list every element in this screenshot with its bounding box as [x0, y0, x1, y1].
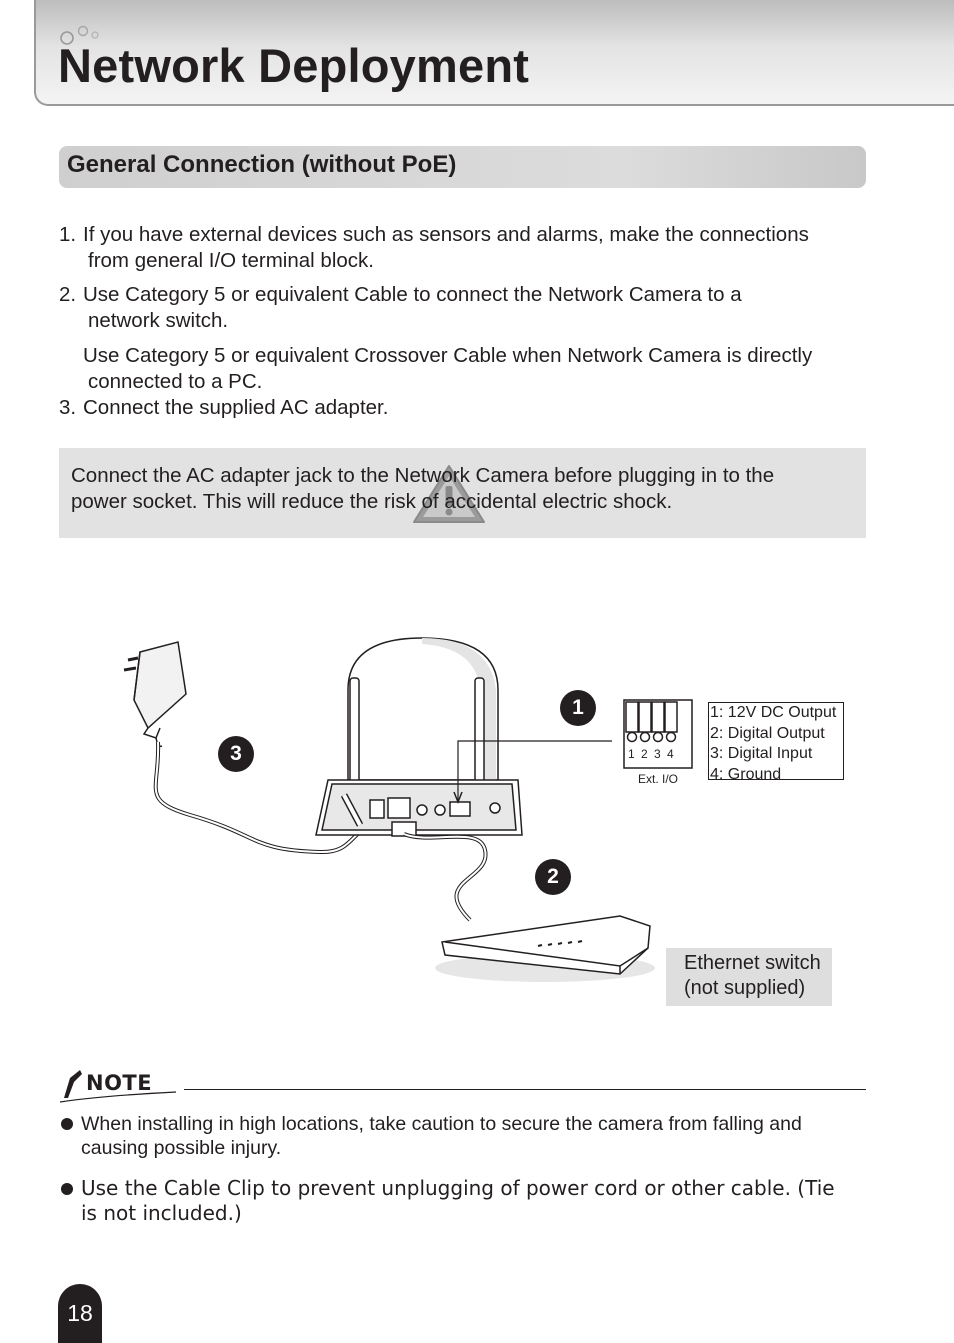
step-1: [59, 222, 809, 274]
io-legend-item: 4: Ground: [710, 765, 782, 783]
step-text: Connect the supplied AC adapter.: [83, 396, 389, 419]
note-divider: [184, 1089, 866, 1090]
page-title: Network Deployment: [58, 39, 530, 92]
note-text: [81, 1176, 869, 1226]
switch-label-line-1: Ethernet switch: [684, 952, 821, 974]
note-text: [81, 1112, 869, 1160]
step-number: 2.: [59, 283, 77, 306]
step-number: 1.: [59, 223, 77, 246]
step-number: 3.: [59, 396, 77, 419]
ext-io-label: Ext. I/O: [638, 772, 679, 786]
step-3: [59, 395, 388, 421]
step-text: If you have external devices such as sensors and alarms, make the connections: [83, 223, 809, 246]
terminal-number-3: 3: [654, 747, 661, 761]
warning-line-2: power socket. This will reduce the risk of accidental electric shock.: [71, 490, 673, 513]
switch-label-line-2: (not supplied): [684, 977, 806, 999]
step-text-continued: connected to a PC.: [88, 370, 263, 393]
note-line: Use the Cable Clip to prevent unplugging of power cord or other cable. (Tie: [81, 1176, 835, 1200]
step-2-note: [59, 343, 812, 395]
step-2: [59, 282, 742, 334]
ethernet-switch-label: [666, 948, 832, 1006]
ethernet-cable: [404, 834, 486, 920]
page-number-tab: [58, 1284, 102, 1343]
step-text-continued: from general I/O terminal block.: [88, 249, 374, 272]
terminal-number-2: 2: [641, 747, 648, 761]
warning-line-1: Connect the AC adapter jack to the Network Camera before plugging in to the: [71, 464, 775, 487]
io-legend-item: 3: Digital Input: [710, 745, 813, 762]
note-line: When installing in high locations, take caution to secure the camera from falling and: [81, 1113, 802, 1135]
step-text: Use Category 5 or equivalent Crossover Cable when Network Camera is directly: [83, 344, 813, 367]
warning-text: [71, 463, 861, 515]
note-line: causing possible injury.: [81, 1137, 282, 1159]
section-title: General Connection (without PoE): [67, 151, 457, 178]
section-header: [59, 146, 866, 188]
bullet-dot: [61, 1183, 73, 1195]
network-camera-illustration: [316, 638, 522, 836]
step-text-continued: network switch.: [88, 309, 229, 332]
io-pin-legend: [708, 702, 844, 783]
ethernet-switch-illustration: [435, 916, 655, 982]
callout-2: 2: [535, 859, 571, 895]
callout-3: 3: [218, 736, 254, 772]
ac-adapter-illustration: [124, 642, 186, 746]
note-bullet-2: [59, 1176, 869, 1226]
io-legend-item: 2: Digital Output: [710, 724, 825, 742]
terminal-number-1: 1: [628, 747, 635, 761]
note-label: NOTE: [86, 1071, 153, 1095]
step-text: Use Category 5 or equivalent Cable to connect the Network Camera to a: [83, 283, 742, 306]
callout-1: 1: [560, 690, 596, 726]
terminal-number-4: 4: [667, 747, 674, 761]
warning-box: [59, 448, 866, 538]
page-number: 18: [67, 1300, 93, 1326]
bullet-dot: [61, 1118, 73, 1130]
ext-io-terminal-block: [624, 700, 692, 768]
note-bullet-1: [59, 1112, 869, 1160]
note-line: is not included.): [81, 1201, 242, 1225]
io-legend-item: 1: 12V DC Output: [710, 704, 837, 721]
